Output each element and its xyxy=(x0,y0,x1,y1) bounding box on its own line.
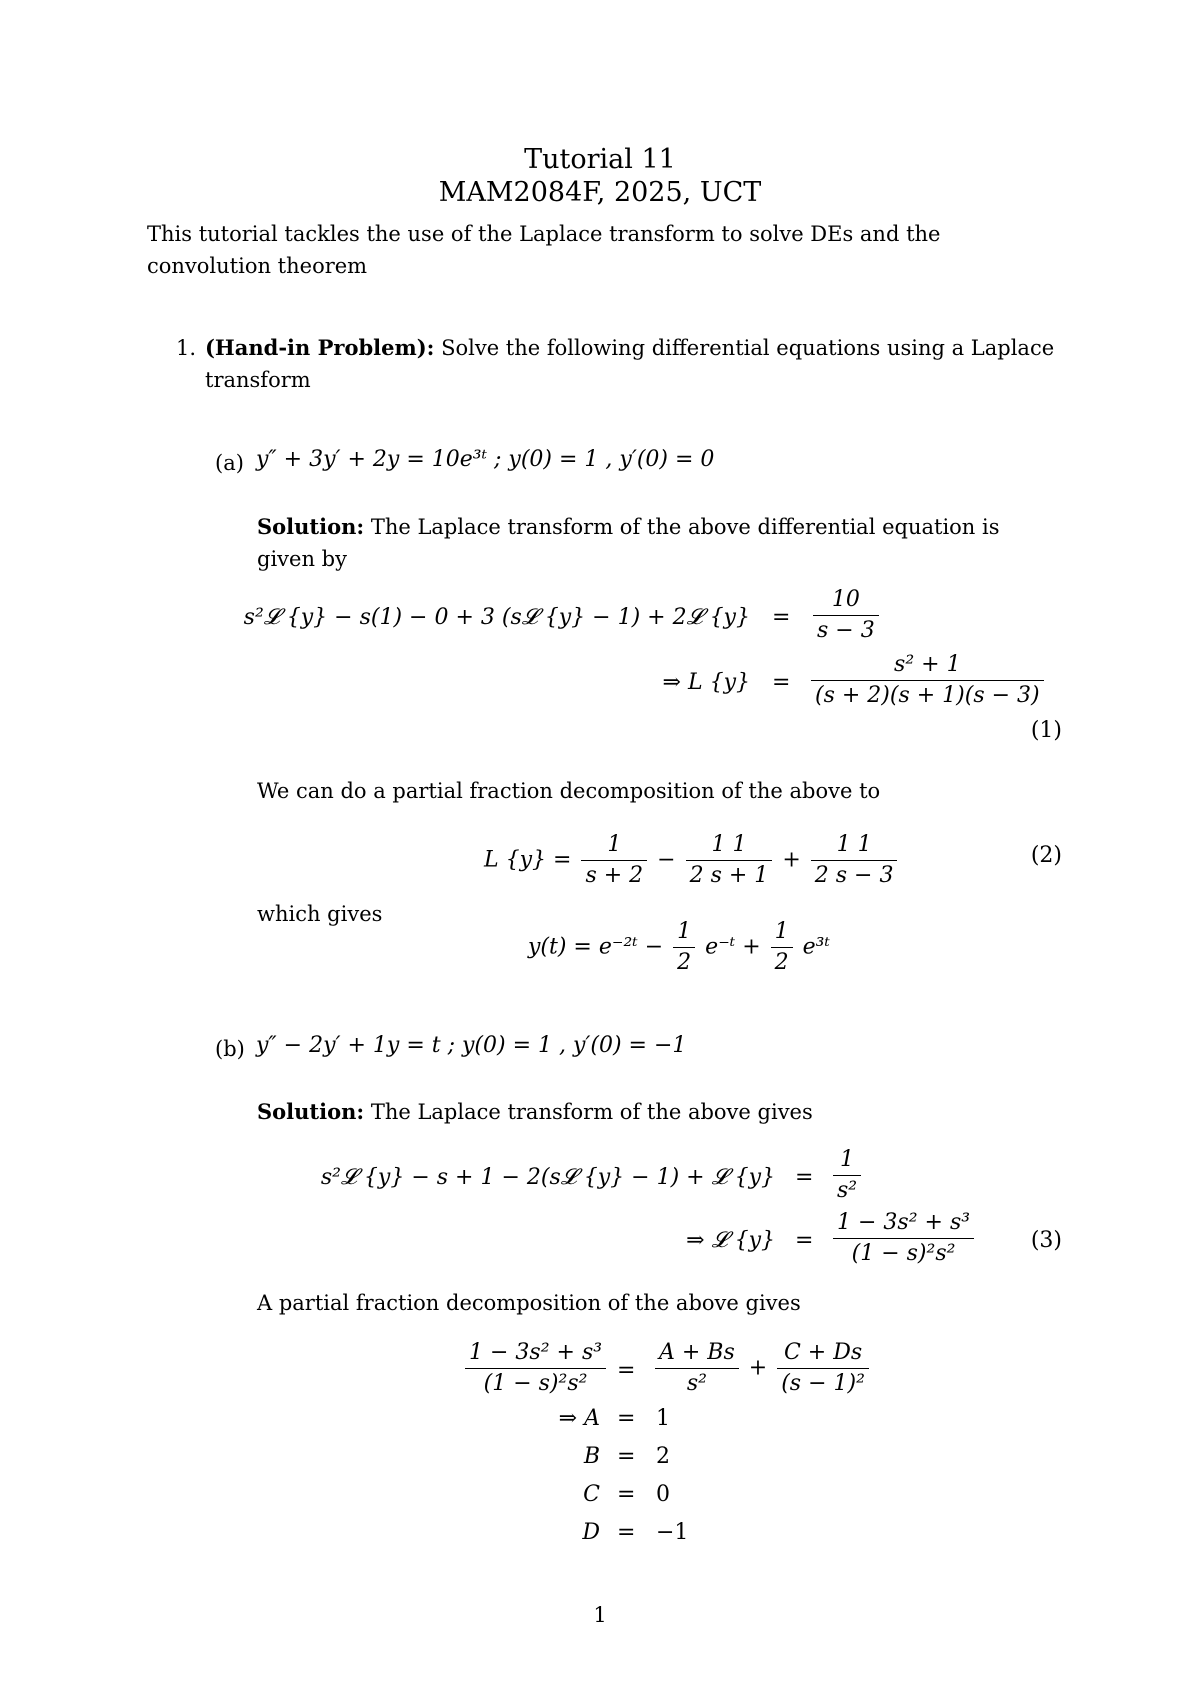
document-title: Tutorial 11 xyxy=(524,144,676,175)
intro-paragraph: This tutorial tackles the use of the Laplace transform to solve DEs and the convolution theorem xyxy=(147,222,941,278)
pfd-r1-num: A + Bs xyxy=(659,1340,735,1365)
eq2-op1: − xyxy=(657,847,676,873)
eq1b-rhs xyxy=(808,650,1047,711)
eq1-rhs-numerator: 10 xyxy=(831,587,860,612)
coeff-name: D xyxy=(582,1520,600,1545)
part-a-label: (a) xyxy=(215,451,244,475)
which-gives-text: which gives xyxy=(257,902,383,926)
eq2-number: (2) xyxy=(1030,843,1062,868)
coeff-equals: = xyxy=(617,1406,636,1431)
eq2-lhs: L {y} = xyxy=(484,847,572,873)
pfd-lhs-den: (1 − s)²s² xyxy=(465,1368,606,1399)
eq2-t3-num: 1 1 xyxy=(836,832,872,857)
part-a-solution-intro xyxy=(257,511,1059,575)
coeff-value: −1 xyxy=(656,1520,689,1545)
eq3b-rhs-num: 1 − 3s² + s³ xyxy=(837,1210,971,1235)
eq3b-equals: = xyxy=(795,1228,814,1253)
problem-text: Solve the following differential equations using a Laplace transform xyxy=(205,336,1055,392)
problem-label: (Hand-in Problem): xyxy=(205,335,435,360)
pfd-equals: = xyxy=(617,1358,636,1383)
part-b-label: (b) xyxy=(215,1037,245,1061)
eq2-op2: + xyxy=(782,847,801,873)
eq3a-rhs-num: 1 xyxy=(840,1147,855,1172)
problem-statement xyxy=(205,332,1060,396)
eq1b-lhs: ⇒ L {y} xyxy=(662,670,750,695)
coeff-name: B xyxy=(583,1444,600,1469)
coeff-name: ⇒ A xyxy=(558,1406,600,1431)
pfd-text-a: We can do a partial fraction decomposition of the above to xyxy=(257,779,881,803)
coeff-value: 1 xyxy=(656,1406,670,1431)
coeff-equals: = xyxy=(617,1482,636,1507)
eq3b-rhs-den: (1 − s)²s² xyxy=(833,1238,974,1269)
eq2-t2-num: 1 1 xyxy=(711,832,747,857)
eq2 xyxy=(484,830,900,891)
pfd-r1-den: s² xyxy=(655,1368,739,1399)
pfd-text-b: A partial fraction decomposition of the above gives xyxy=(257,1291,801,1315)
solution-yt-lhs: y(t) = e⁻²ᵗ − xyxy=(528,934,664,960)
eq1-rhs-denominator: s − 3 xyxy=(813,615,879,646)
solution-yt-mid: e⁻ᵗ + xyxy=(705,934,761,960)
part-b-equation: y″ − 2y′ + 1y = t ; y(0) = 1 , y′(0) = −1 xyxy=(256,1033,687,1058)
eq1b-equals: = xyxy=(772,670,791,695)
eq3a-equals: = xyxy=(795,1165,814,1190)
eq2-t1-num: 1 xyxy=(607,832,622,857)
part-b-solution-intro xyxy=(257,1096,813,1128)
pfd-lhs-num: 1 − 3s² + s³ xyxy=(469,1340,603,1365)
eq1-equals: = xyxy=(772,605,791,630)
eq3a-rhs-den: s² xyxy=(833,1175,861,1206)
solution-text: The Laplace transform of the above differential equation is given by xyxy=(257,515,1000,571)
eq1-lhs: s²𝓛 {y} − s(1) − 0 + 3 (s𝓛 {y} − 1) + 2𝓛 {y} xyxy=(243,605,750,630)
eq3a-rhs xyxy=(830,1145,864,1206)
solution-f1-den: 2 xyxy=(673,947,695,978)
pfd-lhs xyxy=(462,1338,609,1399)
eq2-t3-den: 2 s − 3 xyxy=(811,860,898,891)
pfd-plus: + xyxy=(748,1355,768,1381)
solution-f2-den: 2 xyxy=(771,947,793,978)
pfd-r2-num: C + Ds xyxy=(783,1340,863,1365)
coeff-value: 2 xyxy=(656,1444,670,1469)
eq3b-lhs: ⇒ 𝓛 {y} xyxy=(686,1228,775,1253)
solution-label: Solution: xyxy=(257,514,365,539)
eq2-t2-den: 2 s + 1 xyxy=(686,860,773,891)
solution-f1-num: 1 xyxy=(677,919,692,944)
eq1b-rhs-denominator: (s + 2)(s + 1)(s − 3) xyxy=(811,680,1044,711)
eq1b-rhs-numerator: s² + 1 xyxy=(894,652,961,677)
course-subtitle: MAM2084F, 2025, UCT xyxy=(438,177,762,208)
problem-number: 1. xyxy=(176,336,197,360)
eq1-number: (1) xyxy=(1030,718,1062,743)
eq1-rhs xyxy=(810,585,882,646)
solution-text-b: The Laplace transform of the above gives xyxy=(370,1100,813,1124)
pfd-r2-den: (s − 1)² xyxy=(777,1368,869,1399)
page-number: 1 xyxy=(593,1603,607,1627)
eq3-number: (3) xyxy=(1030,1228,1062,1253)
solution-yt-end: e³ᵗ xyxy=(802,934,830,960)
eq3b-rhs xyxy=(830,1208,977,1269)
coeff-value: 0 xyxy=(656,1482,670,1507)
eq2-t1-den: s + 2 xyxy=(581,860,647,891)
pfd-rhs xyxy=(652,1338,872,1399)
coeff-name: C xyxy=(583,1482,600,1507)
coeff-equals: = xyxy=(617,1520,636,1545)
solution-f2-num: 1 xyxy=(774,919,789,944)
solution-label-b: Solution: xyxy=(257,1099,365,1124)
part-a-equation: y″ + 3y′ + 2y = 10e³ᵗ ; y(0) = 1 , y′(0) = 0 xyxy=(256,447,715,472)
coeff-equals: = xyxy=(617,1444,636,1469)
eq3a-lhs: s²𝓛 {y} − s + 1 − 2(s𝓛 {y} − 1) + 𝓛 {y} xyxy=(320,1165,775,1190)
solution-yt xyxy=(528,917,830,978)
